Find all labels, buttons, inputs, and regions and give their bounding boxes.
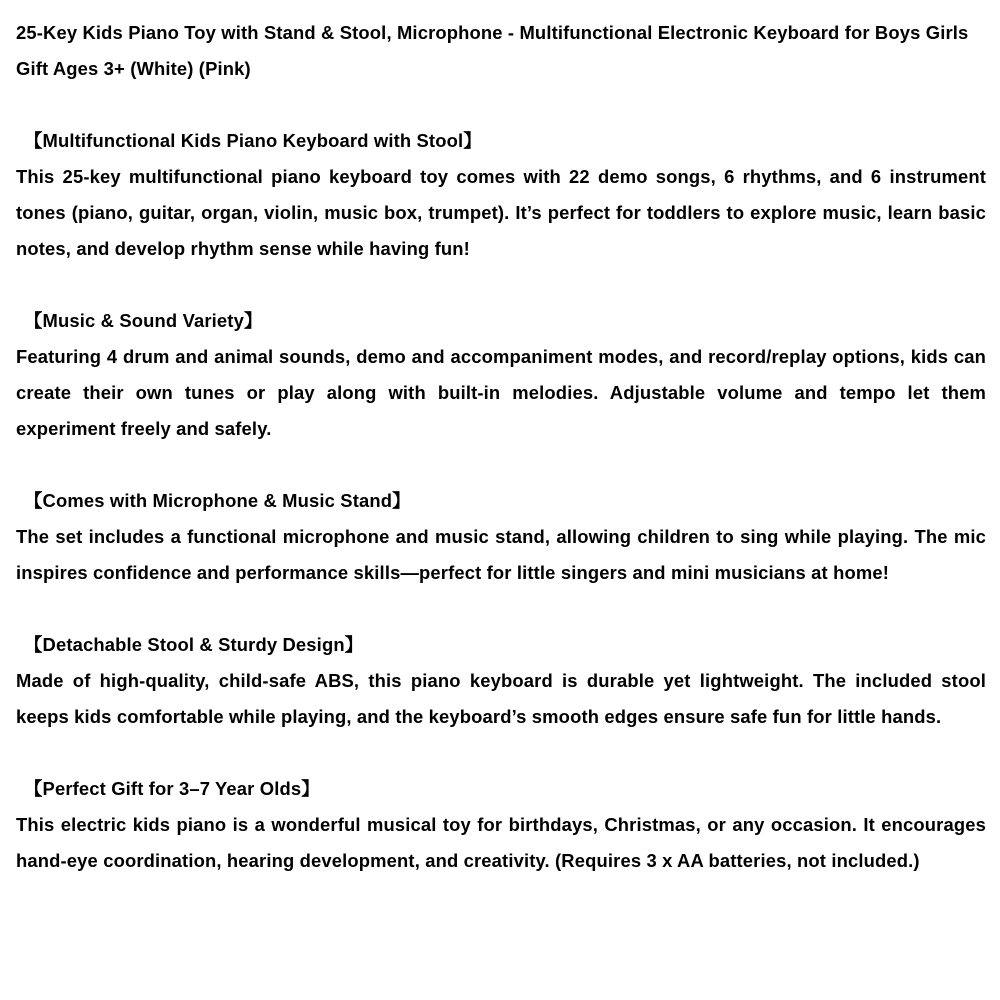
section-multifunctional — [16, 123, 986, 267]
section-music-sound — [16, 303, 986, 447]
section-body: Featuring 4 drum and animal sounds, demo and accompaniment modes, and record/replay options, kids can create their own tunes or play along with built-in melodies. Adjustable volume and tempo let them experiment freely and safely. — [16, 346, 986, 439]
section-heading: 【Music & Sound Variety】 — [24, 310, 263, 331]
section-stool-design — [16, 627, 986, 735]
section-body: Made of high-quality, child-safe ABS, this piano keyboard is durable yet lightweight. The included stool keeps kids comfortable while playing, and the keyboard’s smooth edges ensure safe fun for little hands. — [16, 670, 986, 727]
section-heading: 【Detachable Stool & Sturdy Design】 — [24, 634, 364, 655]
product-title: 25-Key Kids Piano Toy with Stand & Stool, Microphone - Multifunctional Electronic Keyboard for Boys Girls Gift Ages 3+ (White) (Pink) — [16, 22, 969, 79]
section-heading: 【Comes with Microphone & Music Stand】 — [24, 490, 411, 511]
section-body: The set includes a functional microphone and music stand, allowing children to sing while playing. The mic inspires confidence and performance skills—perfect for little singers and mini musicians at home! — [16, 526, 986, 583]
section-heading: 【Perfect Gift for 3–7 Year Olds】 — [24, 778, 320, 799]
section-body: This 25-key multifunctional piano keyboard toy comes with 22 demo songs, 6 rhythms, and 6 instrument tones (piano, guitar, organ, violin, music box, trumpet). It’s perfect for toddlers to explore music, learn basic notes, and develop rhythm sense while having fun! — [16, 166, 986, 259]
section-heading: 【Multifunctional Kids Piano Keyboard with Stool】 — [24, 130, 482, 151]
section-body: This electric kids piano is a wonderful musical toy for birthdays, Christmas, or any occasion. It encourages hand-eye coordination, hearing development, and creativity. (Requires 3 x AA batteries, not included.) — [16, 814, 986, 871]
section-microphone-stand — [16, 483, 986, 591]
section-perfect-gift — [16, 771, 986, 879]
